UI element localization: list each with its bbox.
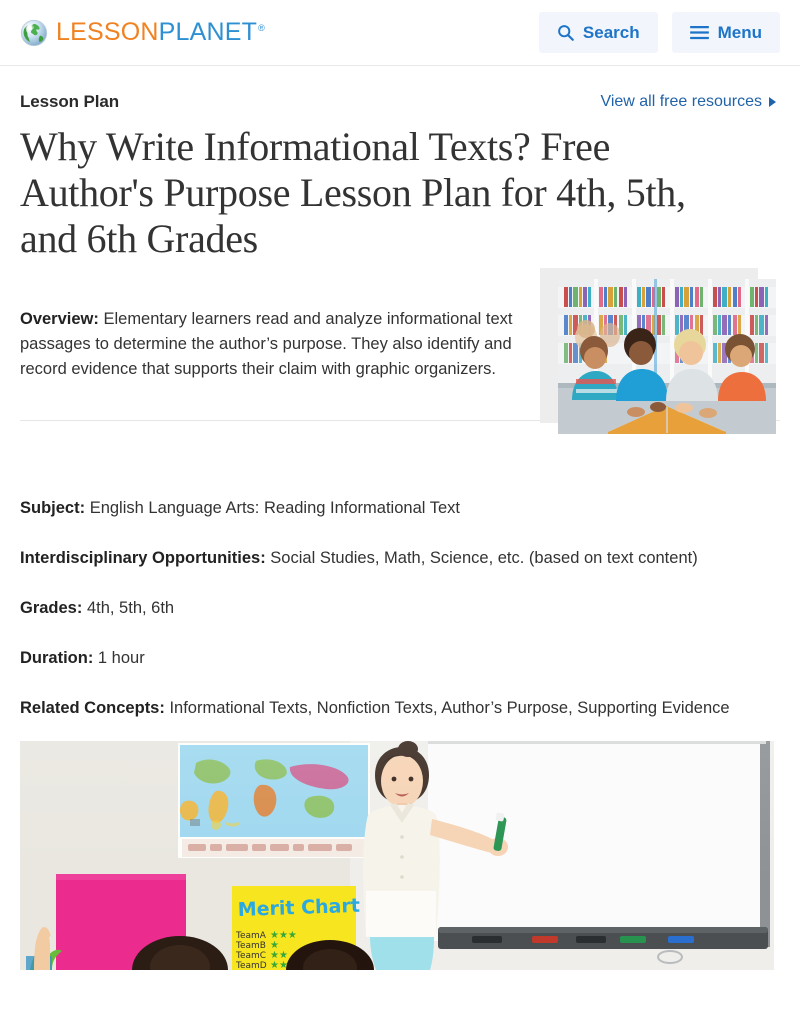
hamburger-menu-icon	[690, 25, 709, 40]
logo-word-planet: PLANET	[158, 18, 258, 46]
header-actions	[539, 12, 780, 53]
meta-row	[20, 696, 760, 721]
meta-label: Related Concepts:	[20, 698, 165, 717]
caret-right-icon	[769, 97, 776, 107]
classroom-teacher-whiteboard-photo	[20, 741, 774, 970]
meta-value: 1 hour	[97, 648, 145, 667]
meta-row	[20, 496, 760, 521]
meta-row	[20, 596, 760, 621]
view-all-free-resources-label: View all free resources	[600, 93, 762, 110]
site-logo[interactable]	[20, 19, 265, 47]
lesson-metadata	[0, 447, 800, 721]
breadcrumb	[0, 66, 800, 112]
meta-label: Duration:	[20, 648, 94, 667]
overview-paragraph	[20, 307, 520, 382]
breadcrumb-resource-type: Lesson Plan	[20, 92, 120, 111]
registered-trademark-mark: ®	[258, 22, 265, 33]
view-all-free-resources-link[interactable]	[600, 93, 776, 111]
meta-label: Subject:	[20, 498, 86, 517]
search-button-label: Search	[582, 22, 640, 42]
meta-value: English Language Arts: Reading Informational Text	[89, 498, 460, 517]
menu-button[interactable]	[672, 12, 780, 53]
meta-value: Social Studies, Math, Science, etc. (based on text content)	[270, 548, 698, 567]
meta-label: Interdisciplinary Opportunities:	[20, 548, 266, 567]
meta-row	[20, 546, 760, 571]
site-header	[0, 0, 800, 66]
overview-section	[0, 262, 800, 447]
search-button[interactable]	[539, 12, 658, 53]
overview-body: Elementary learners read and analyze informational text passages to determine the author’s purpose. They also identify and record evidence that supports their claim with graphic organizers.	[20, 309, 513, 378]
overview-image-stack	[540, 268, 776, 434]
meta-row	[20, 646, 760, 671]
meta-value: Informational Texts, Nonfiction Texts, Author’s Purpose, Supporting Evidence	[169, 698, 730, 717]
menu-button-label: Menu	[717, 22, 762, 42]
meta-value: 4th, 5th, 6th	[86, 598, 175, 617]
page-title: Why Write Informational Texts? Free Author's Purpose Lesson Plan for 4th, 5th, and 6th Grades	[20, 124, 686, 261]
meta-label: Grades:	[20, 598, 83, 617]
students-reading-library-photo	[558, 279, 776, 434]
overview-label: Overview:	[20, 309, 99, 328]
logo-word-lesson: LESSON	[56, 18, 159, 46]
globe-icon	[20, 19, 48, 47]
search-icon	[557, 24, 574, 41]
logo-wordmark	[56, 20, 265, 45]
